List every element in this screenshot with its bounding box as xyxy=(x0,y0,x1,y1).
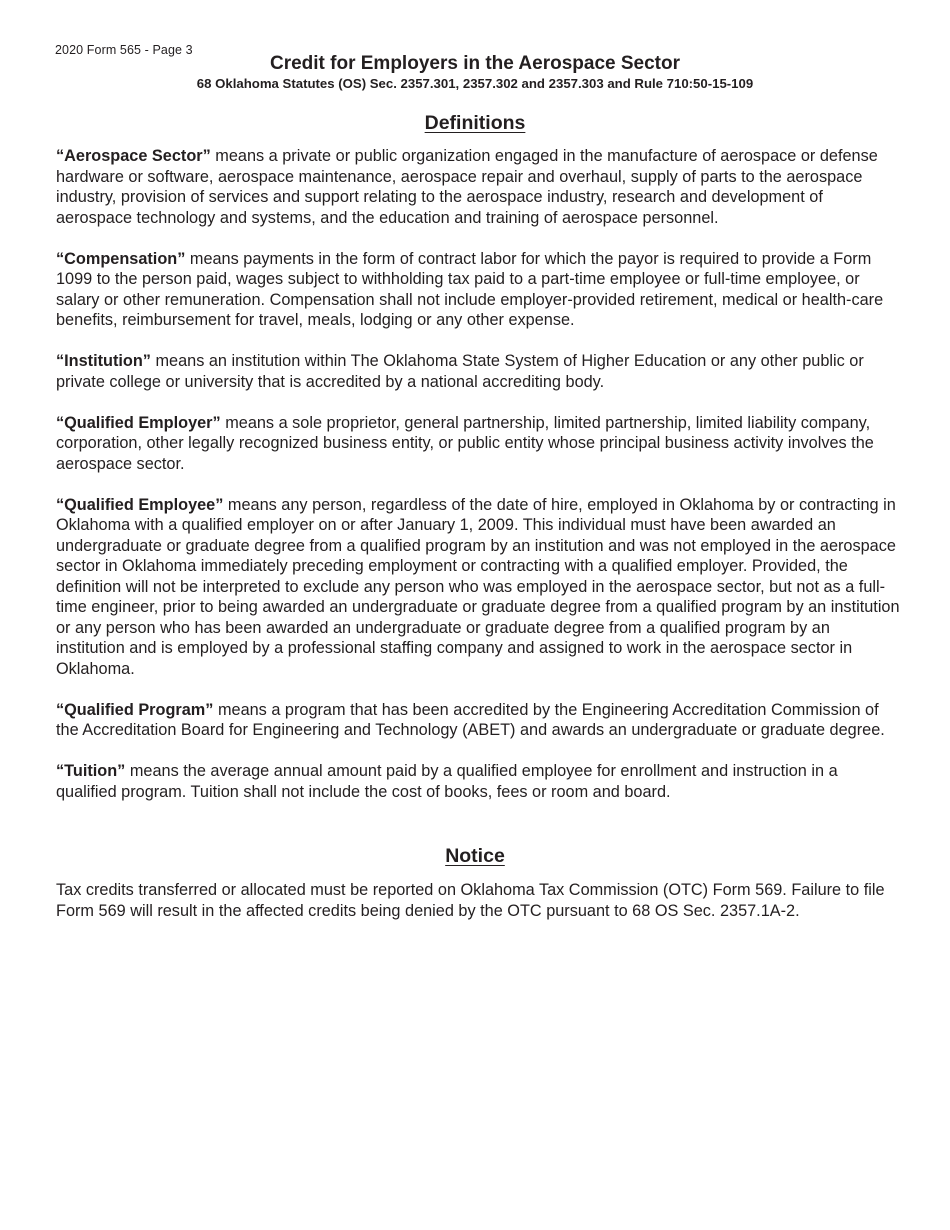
definition-term: “Aerospace Sector” xyxy=(56,147,211,165)
notice-section xyxy=(56,880,901,921)
page-label: 2020 Form 565 - Page 3 xyxy=(55,43,193,57)
definition-text: means a program that has been accredited by the Engineering Accreditation Commission of the Accreditation Board for Engineering and Technology (ABET) and awards an undergraduate or graduate degree. xyxy=(56,700,885,739)
definition-text: means any person, regardless of the date of hire, employed in Oklahoma by or contracting in Oklahoma with a qualified employer on or after January 1, 2009. This individual must have been awarded an undergraduate or graduate degree from a qualified program by an institution and was not employed in the aerospace sector in Oklahoma immediately preceding employment or contracting with a qualified employer. Provided, the definition will not be interpreted to exclude any person who was employed in the aerospace sector, but not as a full-time engineer, prior to being awarded an undergraduate or graduate degree from a qualified program by an institution or any person who has been awarded an undergraduate or graduate degree from a qualified program by an institution and is employed by a professional staffing company and assigned to work in the aerospace sector in Oklahoma. xyxy=(56,495,900,678)
definition-term: “Tuition” xyxy=(56,762,126,780)
notice-text: Tax credits transferred or allocated must be reported on Oklahoma Tax Commission (OTC) Form 569. Failure to file Form 569 will result in the affected credits being denied by the OTC pursuant to 68 OS Sec. 2357.1A-2. xyxy=(56,881,885,920)
definition-institution xyxy=(56,351,901,392)
definition-text: means a private or public organization engaged in the manufacture of aerospace or defense hardware or software, aerospace maintenance, aerospace repair and overhaul, supply of parts to the aerospace industry, provision of services and support relating to the aerospace industry, research and development of aerospace technology and systems, and the education and training of aerospace personnel. xyxy=(56,147,878,227)
definition-text: means payments in the form of contract labor for which the payor is required to provide a Form 1099 to the person paid, wages subject to withholding tax paid to a part-time employee or full-time employee, or salary or other remuneration. Compensation shall not include employer-provided retirement, medical or health-care benefits, reimbursement for travel, meals, lodging or any other expense. xyxy=(56,249,884,329)
definitions-heading: Definitions xyxy=(424,112,526,134)
notice-heading: Notice xyxy=(445,845,505,867)
definition-term: “Qualified Program” xyxy=(56,700,214,719)
definition-term: “Qualified Employee” xyxy=(56,495,224,514)
definition-aerospace-sector xyxy=(56,146,901,228)
definition-compensation xyxy=(56,249,901,331)
definition-tuition xyxy=(56,761,901,802)
definition-text: means the average annual amount paid by a qualified employee for enrollment and instruction in a qualified program. Tuition shall not include the cost of books, fees or room and board. xyxy=(56,762,838,801)
document-subtitle: 68 Oklahoma Statutes (OS) Sec. 2357.301, 2357.302 and 2357.303 and Rule 710:50-15-109 xyxy=(196,76,754,91)
document-header xyxy=(0,53,950,92)
definition-text: means an institution within The Oklahoma State System of Higher Education or any other public or private college or university that is accredited by a national accrediting body. xyxy=(56,352,864,391)
definition-qualified-program xyxy=(56,700,901,741)
document-title: Credit for Employers in the Aerospace Sector xyxy=(269,53,681,74)
definition-term: “Compensation” xyxy=(56,249,186,268)
definitions-list xyxy=(56,146,901,823)
definition-term: “Institution” xyxy=(56,352,151,370)
definition-text: means a sole proprietor, general partnership, limited partnership, limited liability company, corporation, other legally recognized business entity, or public entity whose principal business activity involves the aerospace sector. xyxy=(56,413,874,473)
definition-qualified-employer xyxy=(56,413,901,475)
definition-term: “Qualified Employer” xyxy=(56,413,221,432)
definition-qualified-employee xyxy=(56,495,901,680)
